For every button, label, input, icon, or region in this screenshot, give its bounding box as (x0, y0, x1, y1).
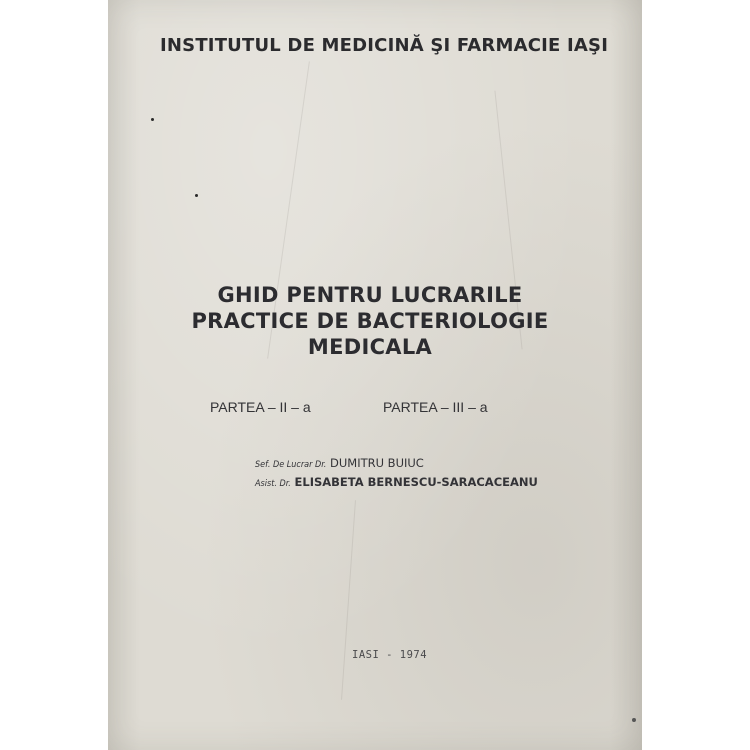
authors-block (255, 455, 538, 493)
book-cover (108, 0, 642, 750)
author-2-name: ELISABETA BERNESCU-SARACACEANU (294, 475, 538, 489)
author-2 (255, 474, 538, 493)
author-1-name: DUMITRU BUIUC (330, 456, 424, 470)
author-1-role: Sef. De Lucrar Dr. (255, 460, 327, 470)
author-1 (255, 455, 538, 474)
place-year: IASI - 1974 (352, 649, 428, 661)
title-line-2: PRACTICE DE BACTERIOLOGIE (191, 309, 549, 333)
author-2-role: Asist. Dr. (255, 479, 291, 489)
part-two-label: PARTEA – II – a (210, 399, 311, 415)
title-line-3: MEDICALA (307, 335, 433, 359)
book-title (150, 282, 590, 360)
paper-crease (341, 500, 356, 700)
ink-speck (632, 718, 636, 722)
title-line-1: GHID PENTRU LUCRARILE (217, 283, 523, 307)
ink-speck (195, 194, 198, 197)
ink-speck (151, 118, 154, 121)
part-three-label: PARTEA – III – a (383, 399, 488, 415)
institution-name: INSTITUTUL DE MEDICINĂ ŞI FARMACIE IAŞI (160, 35, 609, 56)
